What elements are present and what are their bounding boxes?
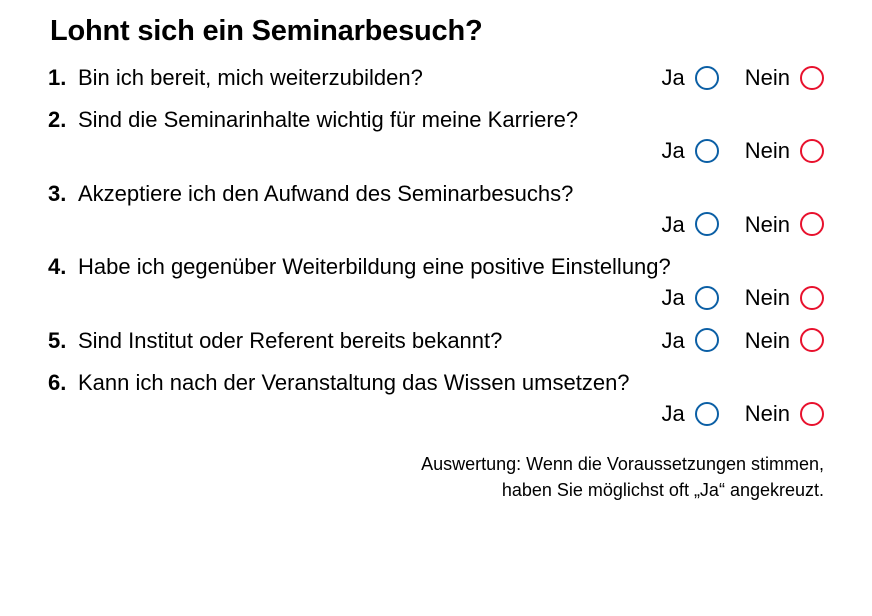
answer-group <box>662 326 825 356</box>
answer-group <box>662 63 825 93</box>
question-number: 3. <box>48 180 67 206</box>
radio-circle-yes-icon[interactable] <box>695 328 719 352</box>
question-number: 4. <box>48 254 67 280</box>
spacer <box>48 358 824 368</box>
radio-circle-no-icon[interactable] <box>800 139 824 163</box>
answer-yes[interactable] <box>662 283 719 313</box>
radio-circle-yes-icon[interactable] <box>695 212 719 236</box>
answer-no-label: Nein <box>744 327 790 353</box>
answer-no-label: Nein <box>744 284 790 310</box>
answer-no[interactable] <box>745 283 824 313</box>
question-text: Sind die Seminarinhalte wichtig für meine Karriere? <box>78 107 579 133</box>
answer-yes-label: Ja <box>661 327 685 353</box>
radio-circle-no-icon[interactable] <box>800 328 824 352</box>
answer-no-label: Nein <box>744 138 790 164</box>
question-item <box>48 252 824 312</box>
answer-no-label: Nein <box>744 211 790 237</box>
radio-circle-yes-icon[interactable] <box>695 286 719 310</box>
answer-no[interactable] <box>745 326 824 356</box>
answer-yes[interactable] <box>662 63 719 93</box>
evaluation-note-line1: Auswertung: Wenn die Voraussetzungen stimmen, <box>421 453 824 474</box>
spacer <box>48 95 824 105</box>
answer-yes[interactable] <box>662 399 719 429</box>
question-text: Sind Institut oder Referent bereits bekannt? <box>78 327 503 353</box>
question-number: 6. <box>48 370 67 396</box>
question-number: 5. <box>48 327 67 353</box>
answer-yes-label: Ja <box>661 400 685 426</box>
question-item <box>48 105 824 165</box>
page-title: Lohnt sich ein Seminarbesuch? <box>50 15 483 47</box>
answer-group <box>662 136 825 166</box>
answer-no[interactable] <box>745 210 824 240</box>
evaluation-note <box>48 451 824 503</box>
answer-yes[interactable] <box>662 326 719 356</box>
radio-circle-yes-icon[interactable] <box>695 139 719 163</box>
answer-group <box>662 399 825 429</box>
question-text: Kann ich nach der Veranstaltung das Wissen umsetzen? <box>78 370 630 396</box>
radio-circle-no-icon[interactable] <box>800 286 824 310</box>
radio-circle-yes-icon[interactable] <box>695 402 719 426</box>
radio-circle-no-icon[interactable] <box>800 66 824 90</box>
answer-yes-label: Ja <box>661 211 685 237</box>
radio-circle-no-icon[interactable] <box>800 402 824 426</box>
answer-yes[interactable] <box>662 210 719 240</box>
question-item <box>48 179 824 239</box>
question-item <box>48 326 824 356</box>
answer-group <box>662 210 825 240</box>
spacer <box>48 316 824 326</box>
answer-yes-label: Ja <box>661 138 685 164</box>
answer-yes-label: Ja <box>661 284 685 310</box>
answer-no[interactable] <box>745 399 824 429</box>
evaluation-note-line2: haben Sie möglichst oft „Ja“ angekreuzt. <box>501 479 824 500</box>
answer-no[interactable] <box>745 63 824 93</box>
question-text: Habe ich gegenüber Weiterbildung eine positive Einstellung? <box>78 254 671 280</box>
radio-circle-no-icon[interactable] <box>800 212 824 236</box>
answer-yes-label: Ja <box>661 64 685 90</box>
answer-no-label: Nein <box>744 64 790 90</box>
question-number: 2. <box>48 107 67 133</box>
answer-no[interactable] <box>745 136 824 166</box>
question-text: Bin ich bereit, mich weiterzubilden? <box>78 64 423 90</box>
spacer <box>48 169 824 179</box>
question-item <box>48 368 824 428</box>
spacer <box>48 242 824 252</box>
answer-no-label: Nein <box>744 400 790 426</box>
question-text: Akzeptiere ich den Aufwand des Seminarbesuchs? <box>78 180 574 206</box>
radio-circle-yes-icon[interactable] <box>695 66 719 90</box>
question-item <box>48 63 824 93</box>
question-number: 1. <box>48 64 67 90</box>
answer-yes[interactable] <box>662 136 719 166</box>
answer-group <box>662 283 825 313</box>
